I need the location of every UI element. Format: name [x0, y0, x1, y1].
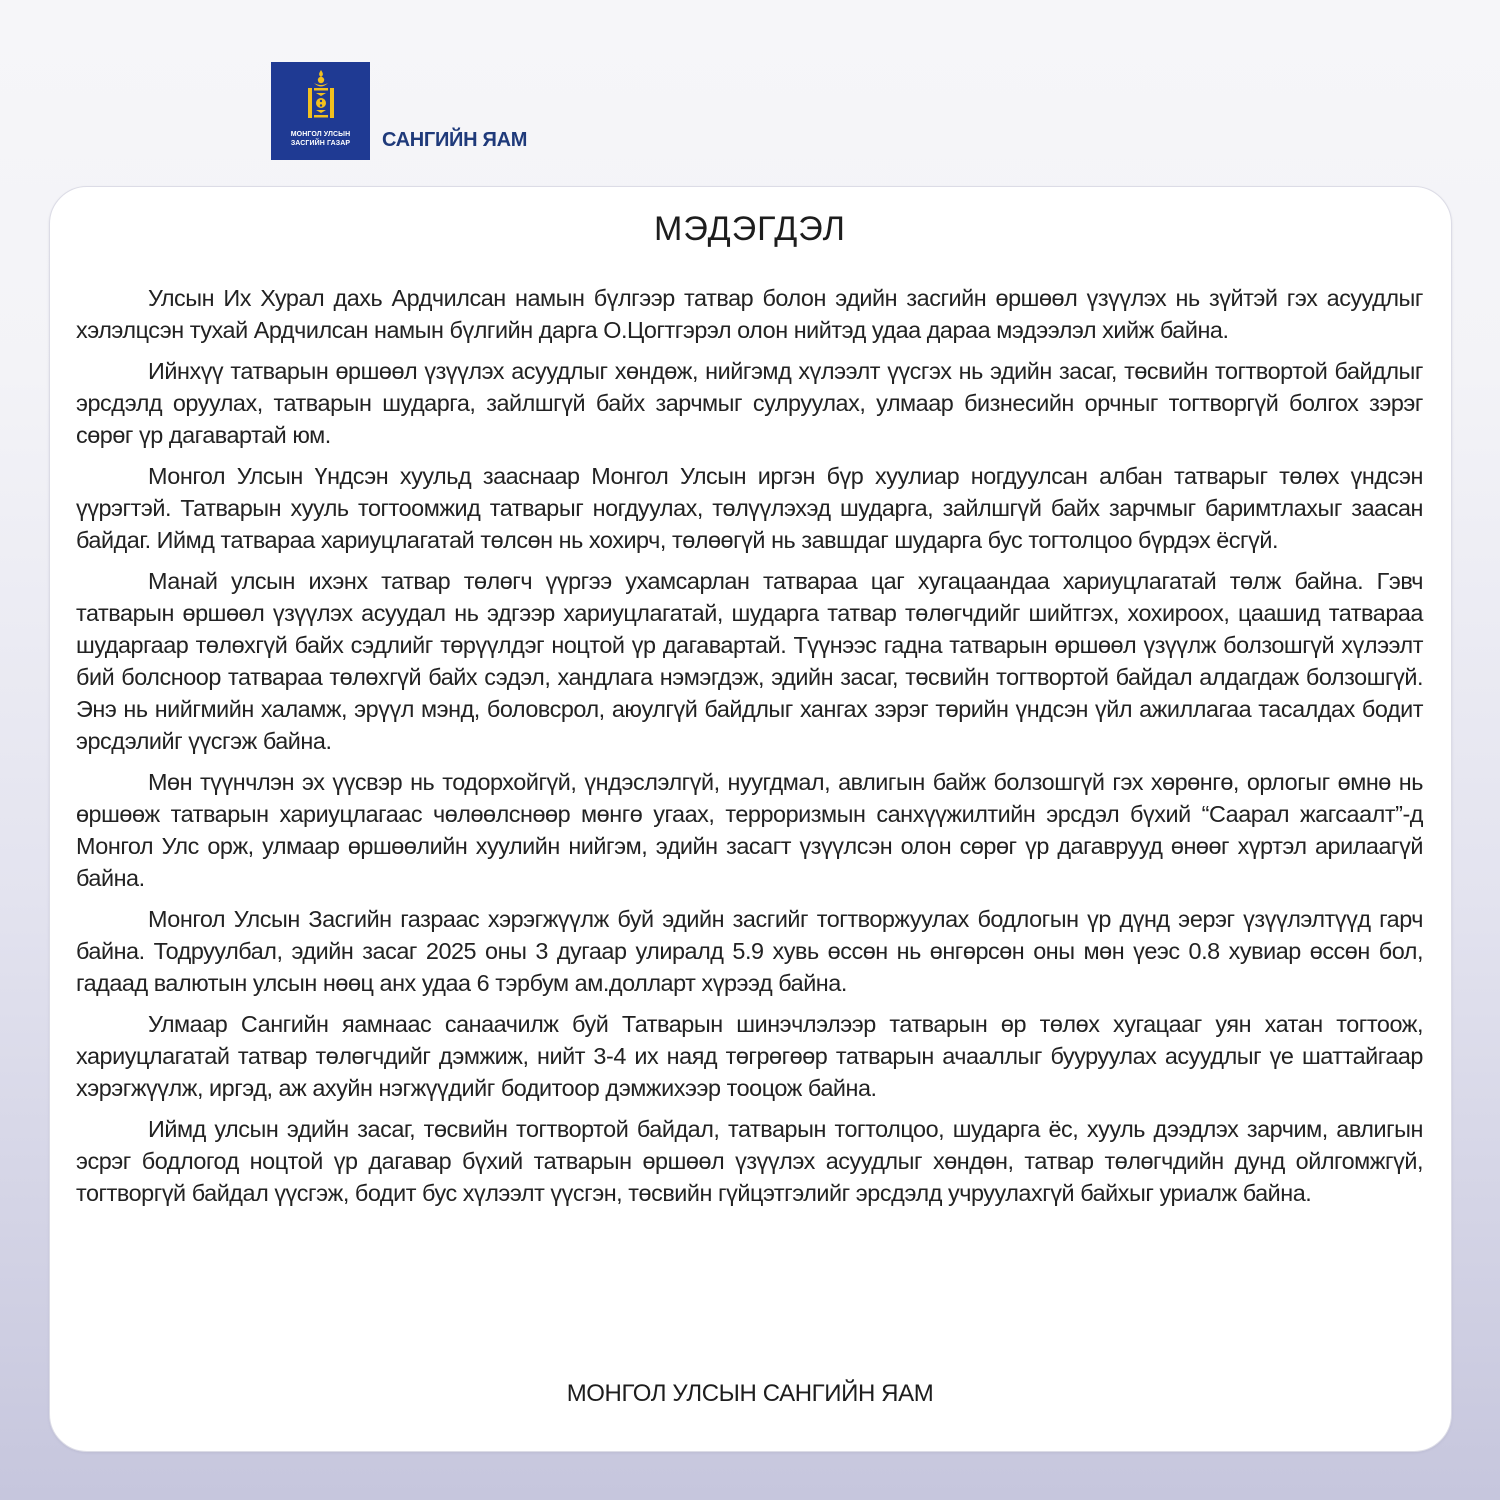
- ministry-name: САНГИЙН ЯАМ: [382, 128, 528, 151]
- signature: МОНГОЛ УЛСЫН САНГИЙН ЯАМ: [566, 1380, 934, 1407]
- paragraph: Монгол Улсын Засгийн газраас хэрэгжүүлж буй эдийн засгийг тогтворжуулах бодлогын үр дүнд эерэг үзүүлэлтүүд гарч байна. Тодруулбал, эдийн засаг 2025 оны 3 дугаар улиралд 5.9 хувь өссөн нь өнгөрсөн оны мөн үеэс 0.8 хувиар өссөн бол, гадаад валютын улсын нөөц анх удаа 6 тэрбум ам.долларт хүрээд байна.: [76, 906, 1423, 996]
- paragraph: Иймд улсын эдийн засаг, төсвийн тогтвортой байдал, татварын тогтолцоо, шударга ёс, хууль дээдлэх зарчим, авлигын эсрэг бодлогод ноцтой үр дагавар бүхий татварын өршөөл үзүүлэх асуудлыг хөндөн, татвар төлөгчдийн дунд ойлгомжгүй, тогтворгүй байдал үүсгэж, бодит бус хүлээлт үүсгэн, төсвийн гүйцэтгэлийг эрсдэлд учруулахгүй байхыг уриалж байна.: [76, 1116, 1423, 1206]
- government-logo: [271, 62, 370, 160]
- paragraph: Мөн түүнчлэн эх үүсвэр нь тодорхойгүй, үндэслэлгүй, нуугдмал, авлигын байж болзошгүй гэх хөрөнгө, орлогыг өмнө нь өршөөж татварын хариуцлагаас чөлөөлснөөр мөнгө угаах, терроризмын санхүүжилтийн эрсдэл бүхий “Саарал жагсаалт”-д Монгол Улс орж, улмаар өршөөлийн хуулийн нийгэм, эдийн засагт үзүүлсэн олон сөрөг үр дагаврууд өнөөг хүртэл арилаагүй байна.: [76, 769, 1423, 891]
- paragraph: Ийнхүү татварын өршөөл үзүүлэх асуудлыг хөндөж, нийгэмд хүлээлт үүсгэх нь эдийн засаг, төсвийн тогтвортой байдлыг эрсдэлд оруулах, татварын шударга, зайлшгүй байх зарчмыг сулруулах, улмаар бизнесийн орчныг тогтворгүй болгох зэрэг сөрөг үр дагавартай юм.: [76, 358, 1423, 448]
- paragraph: Манай улсын ихэнх татвар төлөгч үүргээ ухамсарлан татвараа цаг хугацаандаа хариуцлагатай төлж байна. Гэвч татварын өршөөл үзүүлэх асуудал нь эдгээр хариуцлагатай, шударга татвар төлөгчдийг шийтгэх, хохироох, цаашид татвараа шударгаар төлөхгүй байх сэдлийг төрүүлдэг ноцтой үр дагавартай. Түүнээс гадна татварын өршөөл үзүүлж болзошгүй хүлээлт бий болсноор татвараа төлөхгүй байх сэдэл, хандлага нэмэгдэж, эдийн засаг, төсвийн тогтвортой байдал алдагдаж болзошгүй. Энэ нь нийгмийн халамж, эрүүл мэнд, боловсрол, аюулгүй байдлыг хангах зэрэг төрийн үндсэн үйл ажиллагаа тасалдах бодит эрсдэлийг үүсгэж байна.: [76, 568, 1423, 754]
- paragraph: Улмаар Сангийн яамнаас санаачилж буй Татварын шинэчлэлээр татварын өр төлөх хугацааг уян хатан тогтоож, хариуцлагатай татвар төлөгчдийг дэмжиж, нийт 3-4 их наяд төгрөгөөр татварын ачааллыг бууруулах асуудлыг үе шаттайгаар хэрэгжүүлж, иргэд, аж ахуйн нэгжүүдийг бодитоор дэмжихээр тооцож байна.: [76, 1011, 1423, 1101]
- logo-caption: [291, 130, 351, 148]
- logo-caption-line2: ЗАСГИЙН ГАЗАР: [290, 140, 351, 147]
- paragraph: Монгол Улсын Үндсэн хуульд зааснаар Монгол Улсын иргэн бүр хуулиар ногдуулсан албан татварыг төлөх үндсэн үүрэгтэй. Татварын хууль тогтоомжид татварыг ногдуулах, төлүүлэхэд шударга, зайлшгүй байх зарчмыг баримтлахыг заасан байдаг. Иймд татвараа хариуцлагатай төлсөн нь хохирч, төлөөгүй нь завшдаг шударга бус тогтолцоо бүрдэх ёсгүй.: [76, 463, 1423, 553]
- document-title: МЭДЭГДЭЛ: [654, 210, 846, 248]
- logo-caption-line1: МОНГОЛ УЛСЫН: [290, 131, 351, 138]
- paragraph: Улсын Их Хурал дахь Ардчилсан намын бүлгээр татвар болон эдийн засгийн өршөөл үзүүлэх нь зүйтэй гэх асуудлыг хэлэлцсэн тухай Ардчилсан намын бүлгийн дарга О.Цогтгэрэл олон нийтэд удаа дараа мэдээлэл хийж байна.: [76, 285, 1423, 343]
- document-body: [76, 282, 1423, 1218]
- soyombo-emblem-icon: [308, 70, 334, 126]
- header: [271, 62, 527, 160]
